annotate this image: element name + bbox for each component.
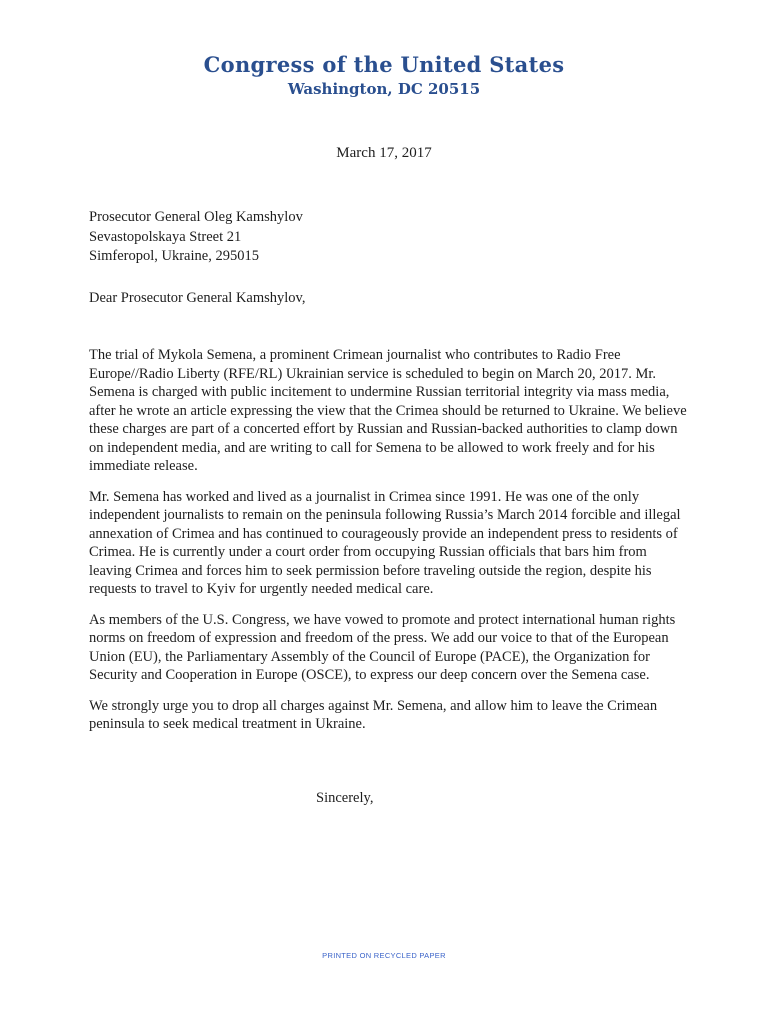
recipient-name: Prosecutor General Oleg Kamshylov <box>89 209 303 225</box>
salutation: Dear Prosecutor General Kamshylov, <box>89 290 306 306</box>
letterhead-address: Washington, DC 20515 <box>287 80 481 98</box>
letter-body <box>89 346 689 746</box>
body-paragraph-3: As members of the U.S. Congress, we have vowed to promote and protect international human rights norms on freedom of expression and freedom of the press. We add our voice to that of the European Union (EU), the Parliamentary Assembly of the Council of Europe (PACE), the Organization for Security and Cooperation in Europe (OSCE), to express our deep concern over the Semena case. <box>89 611 676 683</box>
recipient-street: Sevastopolskaya Street 21 <box>89 228 242 245</box>
recipient-address <box>89 208 303 267</box>
letterhead-title: Congress of the United States <box>203 52 565 77</box>
body-paragraph-2: Mr. Semena has worked and lived as a journalist in Crimea since 1991. He was one of the only independent journalists to remain on the peninsula following Russia’s March 2014 forcible and illegal annexation of Crimea and has continued to courageously provide an independent press to residents of Crimea. He is currently under a court order from occupying Russian officials that bars him from leaving Crimea and forces him to seek permission before traveling outside the region, despite his requests to travel to Kyiv for urgently needed medical care. <box>89 488 681 597</box>
recipient-city: Simferopol, Ukraine, 295015 <box>89 248 259 264</box>
recycled-paper-note: PRINTED ON RECYCLED PAPER <box>322 951 446 960</box>
body-paragraph-1: The trial of Mykola Semena, a prominent Crimean journalist who contributes to Radio Free Europe//Radio Liberty (RFE/RL) Ukrainian service is scheduled to begin on March 20, 2017. Mr. Semena is charged with public incitement to undermine Russian territorial integrity via mass media, after he wrote an article expressing the view that the Crimea should be returned to Ukraine. We believe these charges are part of a concerted effort by Russian and Russian-backed authorities to clamp down on independent media, and are writing to call for Semena to be allowed to work freely and for his immediate release. <box>89 347 687 474</box>
closing: Sincerely, <box>316 790 374 806</box>
letter-date: March 17, 2017 <box>336 145 432 161</box>
body-paragraph-4: We strongly urge you to drop all charges against Mr. Semena, and allow him to leave the Crimean peninsula to seek medical treatment in Ukraine. <box>89 697 658 732</box>
